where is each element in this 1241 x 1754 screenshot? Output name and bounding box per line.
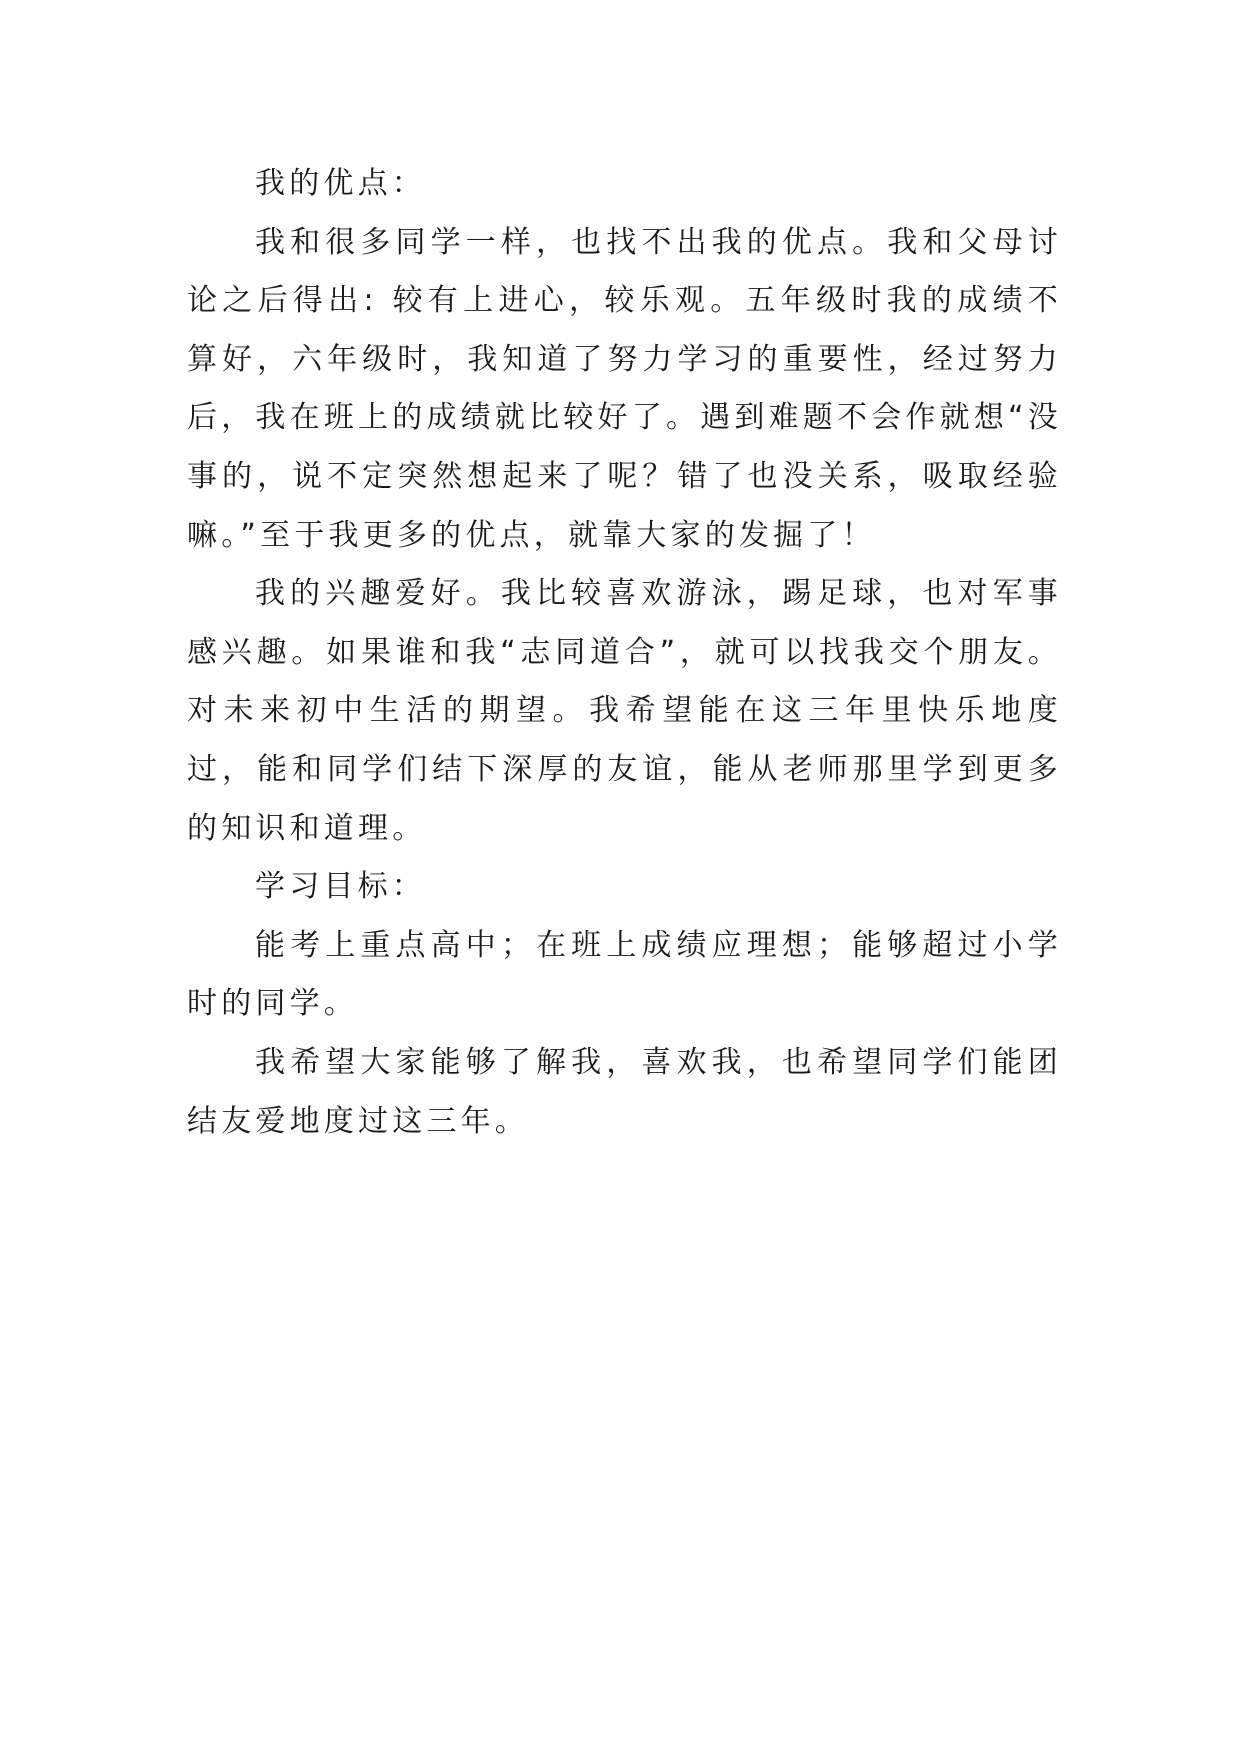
paragraph-interests: 我的兴趣爱好。我比较喜欢游泳，踢足球，也对军事感兴趣。如果谁和我“志同道合”，就可以找我交个朋友。对未来初中生活的期望。我希望能在这三年里快乐地度过，能和同学们结下深厚的友谊，能从老师那里学到更多的知识和道理。 <box>187 576 1062 846</box>
document-body <box>187 155 1062 1151</box>
paragraph-strengths: 我和很多同学一样，也找不出我的优点。我和父母讨论之后得出: 较有上进心，较乐观。五年级时我的成绩不算好，六年级时，我知道了努力学习的重要性，经过努力后，我在班上的成绩就比较好了。遇到难题不会作就想“没事的，说不定突然想起来了呢？错了也没关系，吸取经验嘛。”至于我更多的优点，就靠大家的发掘了！ <box>187 224 1062 553</box>
paragraph-study-goals: 能考上重点高中；在班上成绩应理想；能够超过小学时的同学。 <box>187 927 1062 1022</box>
paragraph-closing: 我希望大家能够了解我，喜欢我，也希望同学们能团结友爱地度过这三年。 <box>187 1044 1062 1139</box>
heading-strengths: 我的优点： <box>255 166 426 201</box>
heading-study-goals: 学习目标： <box>255 869 426 905</box>
